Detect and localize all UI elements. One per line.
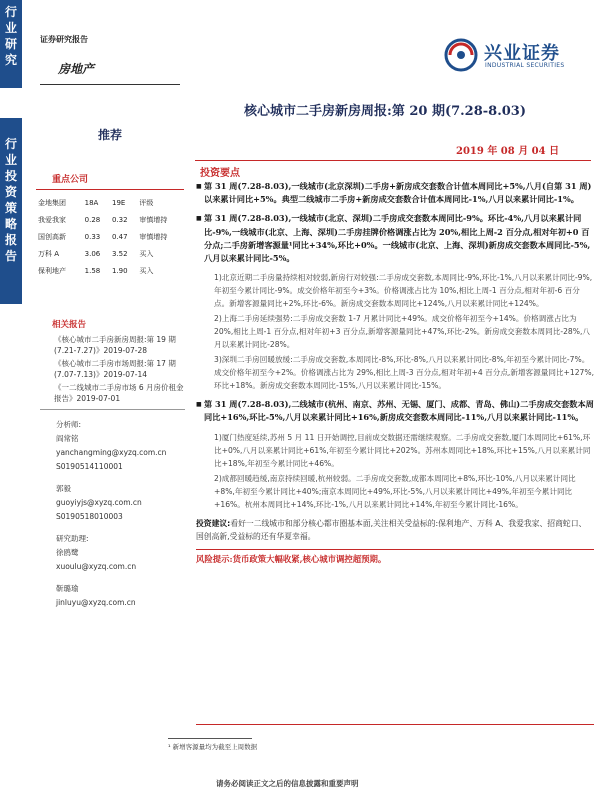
analysts-list [56, 418, 186, 618]
analyst-card [56, 532, 186, 574]
detail-paragraph: 3)深圳二手房回暖放缓:二手房成交套数,本周同比-8%,环比-8%,八月以来累计同比-8%,年初至今累计同比-7%。成交价格年初至今+2%。价格调涨占比为 29%,相比上周-3 百分点,相对年初+4 百分点,新增客源量同比+127%,环比+18%。新房成交套数本周同比-15%,八月以来累计同比-15%。 [214, 355, 594, 391]
company-rating: 审慎增持 [139, 232, 168, 241]
company-eps: 0.47 [111, 232, 128, 241]
risk-warning: 风险提示:货币政策大幅收紧,核心城市调控超预期。 [196, 549, 594, 566]
key-companies-heading: 重点公司 [52, 175, 89, 185]
disclaimer: 请务必阅读正文之后的信息披露和重要声明 [216, 779, 359, 788]
detail-paragraph: 2)成都回暖趋缓,南京持续回暖,杭州较弱。二手房成交套数,成都本周同比+8%,环比-10%,八月以来累计同比+8%,年初至今累计同比+40%;南京本周同比+49%,环比-5%,八月以来累计同比+49%,年初至今累计同比+16%。杭州本周同比+14%,环比-1%,八月以来累计同比+14%,年初至今累计同比-16%。 [214, 473, 576, 509]
brand-name-en: INDUSTRIAL SECURITIES [485, 62, 565, 69]
sector-label: 房地产 [58, 62, 95, 76]
report-type: 证券研究报告 [40, 35, 88, 44]
detail-paragraph: 1)厦门热度延续,苏州 5 月 11 日开始调控,目前成交数据还需继续观察。二手房成交套数,厦门本周同比+61%,环比+0%,八月以来累计同比+61%,年初至今累计同比+202%。苏州本周同比+18%,环比+15%,八月以来累计同比+18%,年初至今累计同比+46%。 [214, 432, 591, 468]
company-row [36, 262, 184, 279]
company-name: 金地集团 [38, 198, 66, 207]
company-row [36, 194, 184, 211]
report-date: 2019 年 08 月 04 日 [456, 146, 560, 157]
company-eps: 19E [111, 198, 126, 207]
analyst-role: 分析师: [56, 420, 82, 429]
rating: 推荐 [98, 128, 123, 142]
analyst-name: 郭毅 [56, 484, 71, 493]
header-divider [40, 84, 180, 85]
brand-logo [444, 36, 594, 76]
analyst-role: 研究助理: [56, 534, 89, 543]
company-rating: 买入 [139, 266, 154, 275]
company-eps: 3.52 [111, 249, 128, 258]
analyst-id: S0190514110001 [56, 462, 123, 471]
company-rating: 审慎增持 [139, 215, 168, 224]
detail-paragraph: 1)北京近期二手房量持续相对较弱,新房行对较强:二手房成交套数,本周同比-9%,环比-1%,八月以来累计同比-9%,年初至今累计同比-9%。成交价格年初至今+3%。价格调涨占比为 10%,相比上周-1 百分点,相对年初-6 百分点。新增客源量同比+2%,环比-6%。新房成交套数本周同比+124%,八月以来累计同比+124%。 [214, 273, 593, 309]
company-eps: 0.28 [84, 215, 101, 224]
sidebar-band [0, 0, 22, 800]
detail-group [196, 271, 594, 392]
analyst-name: 靳璐瑜 [56, 584, 79, 593]
related-reports-list [54, 334, 184, 406]
company-row [36, 228, 184, 245]
company-name: 我爱我家 [38, 215, 66, 224]
key-point: ■ 第 31 周(7.28-8.03),一线城市(北京、深圳)二手房成交套数本周同比-9%。环比-4%,八月以来累计同比-9%,一线城市(北京、上海、深圳)二手房挂牌价格调涨占比为 20%,相比上周-2 百分点,相对年初+0 百分点;二手房新增客源量¹同比+34%,环比+0%。一线城市(北京、上海、深圳)新房成交套数本周同比-5%,八月以来累计同比-5%。 [196, 212, 594, 265]
company-eps: 0.33 [84, 232, 101, 241]
key-companies [36, 172, 184, 279]
analyst-id: S0190518010003 [56, 512, 123, 521]
analyst-email[interactable]: guoyiyjs@xyzq.com.cn [56, 498, 142, 507]
analyst-email[interactable]: jinluyu@xyzq.com.cn [56, 598, 136, 607]
related-reports-heading: 相关报告 [52, 320, 87, 330]
sidebar-bottom-label: 行业投资策略报告 [4, 137, 17, 263]
company-eps: 0.32 [111, 215, 128, 224]
investment-label: 投资建议: [196, 518, 231, 528]
company-eps: 1.90 [111, 266, 128, 275]
company-name: 国创高新 [38, 232, 66, 241]
company-eps: 1.58 [84, 266, 101, 275]
analyst-card [56, 482, 186, 524]
related-report-item[interactable]: 《一二线城市二手房市场 6 月房价租金报告》2019-07-01 [54, 383, 184, 403]
company-rating: 评级 [139, 198, 154, 207]
key-companies-table [36, 194, 184, 279]
company-eps: 18A [84, 198, 99, 207]
detail-paragraph: 2)上海二手房延续强势:二手房成交套数 1-7 月累计同比+49%。成交价格年初至今+14%。价格调涨占比为 20%,相比上周-1 百分点,相对年初+3 百分点,新增客源量同比+47%,环比-2%。新房成交套数本周同比-28%,八月以来累计同比-28%。 [214, 314, 590, 350]
investment-text: 看好一二线城市和部分核心都市圈基本面,关注相关受益标的:保利地产、万科 A、我爱我家、招商蛇口、国创高新,受益标的还有华夏幸福。 [196, 518, 587, 541]
related-report-item[interactable]: 《核心城市二手房新房周报:第 19 期(7.21-7.27)》2019-07-28 [54, 335, 176, 355]
analyst-name: 徐鸥鹭 [56, 548, 79, 557]
company-name: 保利地产 [38, 266, 66, 275]
footnote-divider [168, 738, 252, 739]
section-title: 投资要点 [200, 168, 240, 179]
main-content [196, 180, 594, 566]
analyst-card [56, 418, 186, 474]
company-rating: 买入 [139, 249, 154, 258]
footnote: ¹ 新增客源量均为截至上周数据 [168, 743, 258, 751]
investment-advice [196, 517, 594, 543]
brand-name-cn: 兴业证券 [484, 43, 560, 64]
sidebar-top-label: 行业研究 [4, 5, 17, 67]
company-row [36, 245, 184, 262]
date-divider [195, 160, 591, 161]
analyst-email[interactable]: yanchangming@xyzq.com.cn [56, 448, 167, 457]
key-point: ■ 第 31 周(7.28-8.03),二线城市(杭州、南京、苏州、无锡、厦门、成都、青岛、佛山)二手房成交套数本周同比+16%,环比-5%,八月以来累计同比+16%,新房成交套数本周同比-11%,八月以来累计同比-11%。 [196, 398, 594, 424]
report-title: 核心城市二手房新房周报:第 20 期(7.28-8.03) [244, 104, 526, 119]
analyst-email[interactable]: xuoulu@xyzq.com.cn [56, 562, 137, 571]
analyst-name: 阎常铭 [56, 434, 79, 443]
company-row [36, 211, 184, 228]
related-report-item[interactable]: 《核心城市二手房市场周报:第 17 期(7.07-7.13)》2019-07-14 [54, 359, 176, 379]
brand-logo-icon [444, 38, 478, 72]
key-companies-divider [36, 189, 184, 190]
detail-group [196, 431, 594, 511]
risk-divider [196, 724, 594, 725]
analyst-divider [40, 409, 185, 410]
key-point: ■ 第 31 周(7.28-8.03),一线城市(北京深圳)二手房+新房成交套数合计值本周同比+5%,八月(自第 31 周)以来累计同比+5%。典型二线城市二手房+新房成交套数合计值本周同比-1%,八月以来累计同比-1%。 [196, 180, 594, 206]
analyst-card [56, 582, 186, 610]
company-name: 万科 A [38, 249, 60, 258]
company-eps: 3.06 [84, 249, 101, 258]
